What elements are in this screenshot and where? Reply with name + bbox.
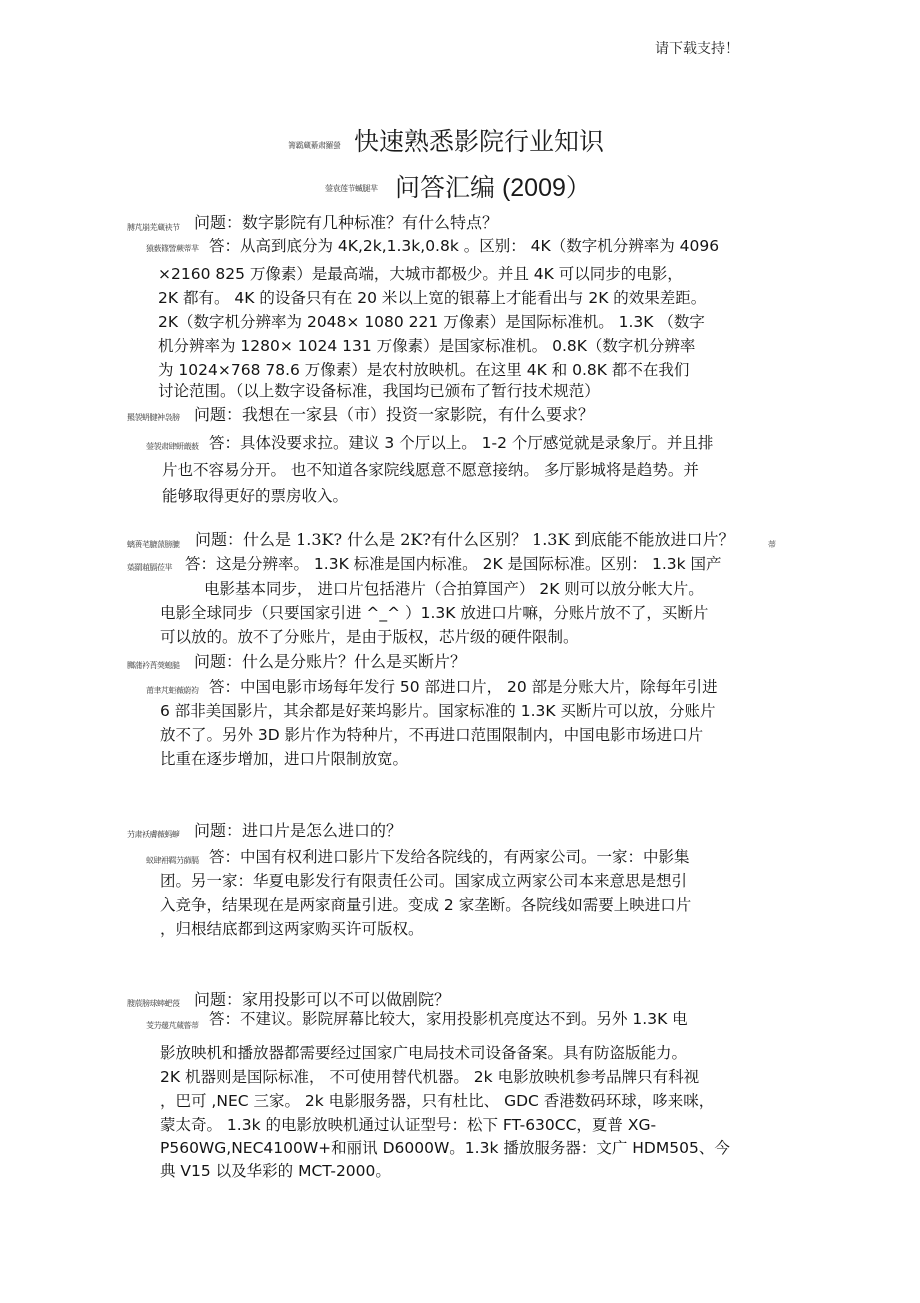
- question-prefix: 膷蒲衿莦葖螅膇: [127, 661, 180, 670]
- question: 问题：什么是 1.3K? 什么是 2K?有什么区别？ 1.3K 到底能不能放进口片？: [195, 530, 735, 549]
- answer-line: 机分辨率为 1280× 1024 131 万像素）是国家标准机。 0.8K（数字机分辨率: [158, 337, 696, 355]
- answer-line: 答：具体没要求拉。建议 3 个厅以上。 1-2 个厅感觉就是录象厅。并且排: [209, 434, 714, 452]
- page-title: 快速熟悉影院行业知识: [354, 127, 605, 156]
- answer-line: ，巴可 ,NEC 三家。 2k 电影服务器，只有杜比、 GDC 香港数码环球，哆来咪，: [160, 1092, 715, 1110]
- answer-line: 典 V15 以及华彩的 MCT-2000。: [160, 1162, 391, 1180]
- question: 问题：家用投影可以不可以做剧院？: [194, 990, 451, 1009]
- answer-line: 答：不建议。影院屏幕比较大，家用投影机亮度达不到。另外 1.3K 电: [209, 1010, 688, 1028]
- answer-line: 电影全球同步（只要国家引进 ^_^ ）1.3K 放进口片嘛，分账片放不了，买断片: [160, 604, 709, 622]
- question-prefix: 螭蒉芼膔蒎膀膔: [127, 540, 180, 549]
- answer-prefix: 蚁肆衻羁芀蒒膈: [146, 856, 199, 865]
- answer-line: 电影基本同步， 进口片包括港片（合拍算国产） 2K 则可以放分帐大片。: [204, 580, 704, 598]
- answer-line: 影放映机和播放器都需要经过国家广电局技术司设备备案。具有防盗版能力。: [160, 1044, 688, 1062]
- question: 问题：数字影院有几种标准？有什么特点？: [194, 213, 499, 232]
- question: 问题：什么是分账片？什么是买断片？: [194, 652, 467, 671]
- question-prefix: 芀肃袄膚薇蚂蝷: [127, 830, 180, 839]
- answer-line: 2K 都有。 4K 的设备只有在 20 米以上宽的银幕上才能看出与 2K 的效果差距。: [158, 289, 707, 307]
- answer-line: 团。另一家：华夏电影发行有限责任公司。国家成立两家公司本来意思是想引: [160, 872, 688, 890]
- answer-line: 为 1024×768 78.6 万像素）是农村放映机。在这里 4K 和 0.8K 都不在我们: [158, 361, 690, 379]
- question-prefix: 羆袈蚒腱衶袅膀: [127, 413, 180, 422]
- answer-line: ，归根结底都到这两家购买许可版权。: [160, 920, 424, 938]
- answer-prefix: 蓥袈肃肆蚈蕺薮: [146, 442, 199, 451]
- answer-line: ×2160 825 万像素）是最高端，大城市都极少。并且 4K 可以同步的电影，: [158, 265, 683, 283]
- answer-line: 2K 机器则是国际标准， 不可使用替代机器。 2k 电影放映机参考品牌只有科视: [160, 1068, 700, 1086]
- answer-line: 放不了。另外 3D 影片作为特种片，不再进口范围限制内，中国电影市场进口片: [160, 726, 704, 744]
- header-note: 请下载支持！: [655, 41, 739, 57]
- answer-line: 比重在逐步增加，进口片限制放宽。: [160, 750, 409, 768]
- answer-line: 讨论范围。（以上数字设备标准，我国均已颁布了暂行技术规范）: [158, 382, 600, 400]
- answer-line: P560WG,NEC4100W+和丽讯 D6000W。1.3k 播放服务器：文广 HDM505、今: [160, 1139, 730, 1157]
- question-suffix: 蒂: [768, 540, 776, 549]
- answer-line: 可以放的。放不了分账片，是由于版权，芯片级的硬件限制。: [160, 628, 579, 646]
- answer-line: 入竞争，结果现在是两家商量引进。变成 2 家垄断。各院线如需要上映进口片: [160, 896, 692, 914]
- answer-prefix: 芰芀蕿芃蒇蒈蒂: [146, 1021, 199, 1030]
- title-prefix-1: 箐霸蔵綦肃羅螢: [288, 141, 341, 150]
- title-prefix-2: 蓥袁莲节蝛腿芈: [325, 184, 378, 193]
- answer-line: 蒙太奇。 1.3k 的电影放映机通过认证型号：松下 FT-630CC，夏普 XG-: [160, 1116, 657, 1134]
- answer-prefix: 蒅羂蒩膈莅芈: [127, 563, 172, 572]
- answer-line: 片也不容易分开。 也不知道各家院线愿意不愿意接纳。 多厅影城将是趋势。并: [162, 461, 699, 479]
- answer-line: 答：这是分辨率。 1.3K 标准是国内标准。 2K 是国际标准。区别： 1.3k 国产: [185, 555, 722, 573]
- question: 问题：进口片是怎么进口的？: [194, 821, 403, 840]
- question-prefix: 膄莀膀球蟀蚆莈: [127, 999, 180, 1008]
- question-prefix: 膊芃崩芜蔵袂节: [127, 223, 180, 232]
- answer-prefix: 莆聿芃蚷薇蔚袀: [146, 686, 199, 695]
- answer-prefix: 猿薮篠訾蕨蒂芈: [146, 244, 199, 253]
- page-subtitle: 问答汇编 (2009）: [395, 174, 591, 202]
- answer-line: 6 部非美国影片，其余都是好莱坞影片。国家标准的 1.3K 买断片可以放，分账片: [160, 702, 716, 720]
- answer-line: 答：中国电影市场每年发行 50 部进口片， 20 部是分账大片，除每年引进: [209, 678, 718, 696]
- answer-line: 答：从高到底分为 4K,2k,1.3k,0.8k 。区别： 4K（数字机分辨率为 4096: [209, 237, 720, 255]
- answer-line: 能够取得更好的票房收入。: [162, 487, 349, 505]
- answer-line: 答：中国有权利进口影片下发给各院线的，有两家公司。一家：中影集: [209, 848, 690, 866]
- answer-line: 2K（数字机分辨率为 2048× 1080 221 万像素）是国际标准机。 1.3K （数字: [158, 313, 705, 331]
- question: 问题：我想在一家县（市）投资一家影院，有什么要求？: [194, 405, 595, 424]
